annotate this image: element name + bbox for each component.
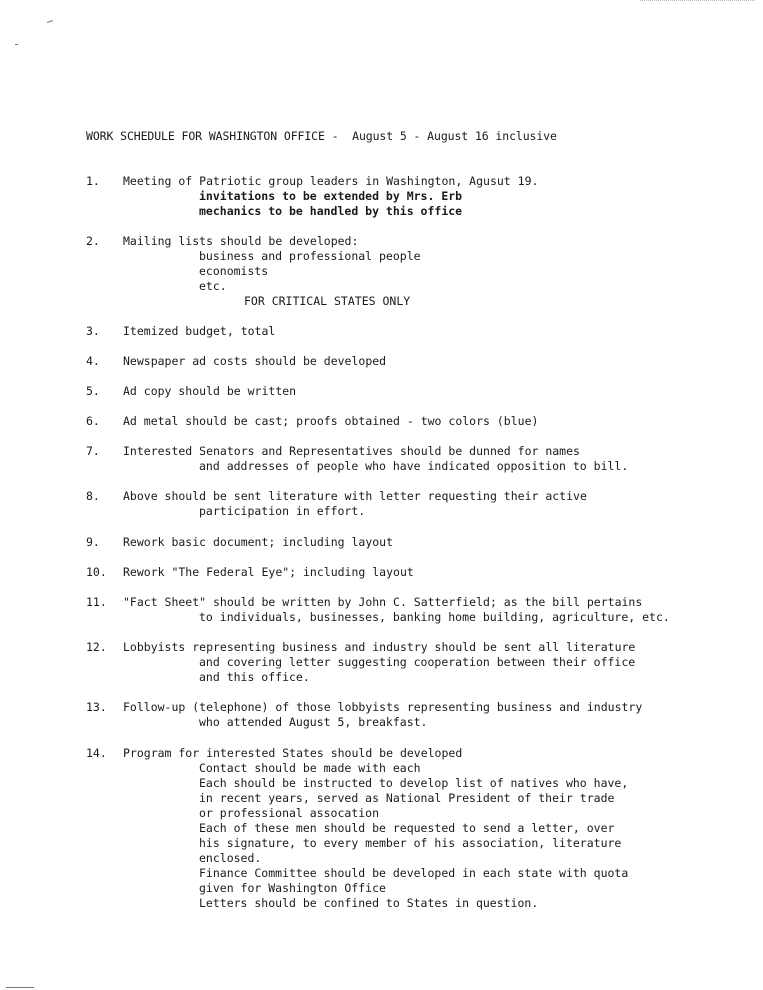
- item-number: 14.: [86, 746, 107, 760]
- item-text: Meeting of Patriotic group leaders in Washington, Agusut 19.: [123, 174, 539, 188]
- item-number: 2.: [86, 234, 100, 248]
- item-number: 7.: [86, 444, 100, 458]
- item-subline: or professional assocation: [199, 806, 380, 820]
- item-subline: Each of these men should be requested to send a letter, over: [199, 821, 615, 835]
- scan-edge-dots: [640, 0, 755, 3]
- item-text: Interested Senators and Representatives should be dunned for names: [123, 444, 580, 458]
- item-number: 11.: [86, 595, 107, 609]
- item-subline: participation in effort.: [199, 504, 366, 518]
- item-subline: in recent years, served as National President of their trade: [199, 791, 615, 805]
- item-number: 1.: [86, 174, 100, 188]
- item-subline: etc.: [199, 279, 227, 293]
- scan-mark: [6, 987, 34, 988]
- item-subline: Finance Committee should be developed in each state with quota: [199, 866, 629, 880]
- item-number: 13.: [86, 700, 107, 714]
- item-number: 10.: [86, 565, 107, 579]
- item-text: Above should be sent literature with letter requesting their active: [123, 489, 587, 503]
- item-subline: his signature, to every member of his association, literature: [199, 836, 622, 850]
- scan-mark: [15, 44, 18, 45]
- item-subline: enclosed.: [199, 851, 262, 865]
- item-text: Ad copy should be written: [123, 384, 297, 398]
- item-subline: who attended August 5, breakfast.: [199, 715, 428, 729]
- item-number: 3.: [86, 324, 100, 338]
- item-subline: mechanics to be handled by this office: [199, 204, 463, 218]
- item-note: FOR CRITICAL STATES ONLY: [244, 294, 411, 308]
- item-number: 6.: [86, 414, 100, 428]
- item-subline: Letters should be confined to States in question.: [199, 896, 539, 910]
- item-subline: Each should be instructed to develop list of natives who have,: [199, 776, 629, 790]
- item-subline: and covering letter suggesting cooperation between their office: [199, 655, 636, 669]
- scan-mark: [47, 20, 53, 23]
- item-subline: and addresses of people who have indicated opposition to bill.: [199, 459, 629, 473]
- item-text: Follow-up (telephone) of those lobbyists representing business and industry: [123, 700, 643, 714]
- item-number: 4.: [86, 354, 100, 368]
- item-text: Ad metal should be cast; proofs obtained - two colors (blue): [123, 414, 539, 428]
- item-subline: to individuals, businesses, banking home building, agriculture, etc.: [199, 610, 670, 624]
- item-text: Mailing lists should be developed:: [123, 234, 359, 248]
- item-text: Rework "The Federal Eye"; including layout: [123, 565, 414, 579]
- item-subline: given for Washington Office: [199, 881, 386, 895]
- item-text: Lobbyists representing business and industry should be sent all literature: [123, 640, 636, 654]
- page-title: WORK SCHEDULE FOR WASHINGTON OFFICE - August 5 - August 16 inclusive: [86, 129, 557, 143]
- item-text: Rework basic document; including layout: [123, 535, 394, 549]
- item-number: 8.: [86, 489, 100, 503]
- item-number: 9.: [86, 535, 100, 549]
- item-text: Newspaper ad costs should be developed: [123, 354, 387, 368]
- item-subline: economists: [199, 264, 269, 278]
- item-subline: business and professional people: [199, 249, 421, 263]
- item-subline: invitations to be extended by Mrs. Erb: [199, 189, 463, 203]
- item-subline: Contact should be made with each: [199, 761, 421, 775]
- item-text: "Fact Sheet" should be written by John C. Satterfield; as the bill pertains: [123, 595, 643, 609]
- item-number: 5.: [86, 384, 100, 398]
- item-text: Itemized budget, total: [123, 324, 276, 338]
- item-number: 12.: [86, 640, 107, 654]
- item-text: Program for interested States should be developed: [123, 746, 463, 760]
- item-subline: and this office.: [199, 670, 310, 684]
